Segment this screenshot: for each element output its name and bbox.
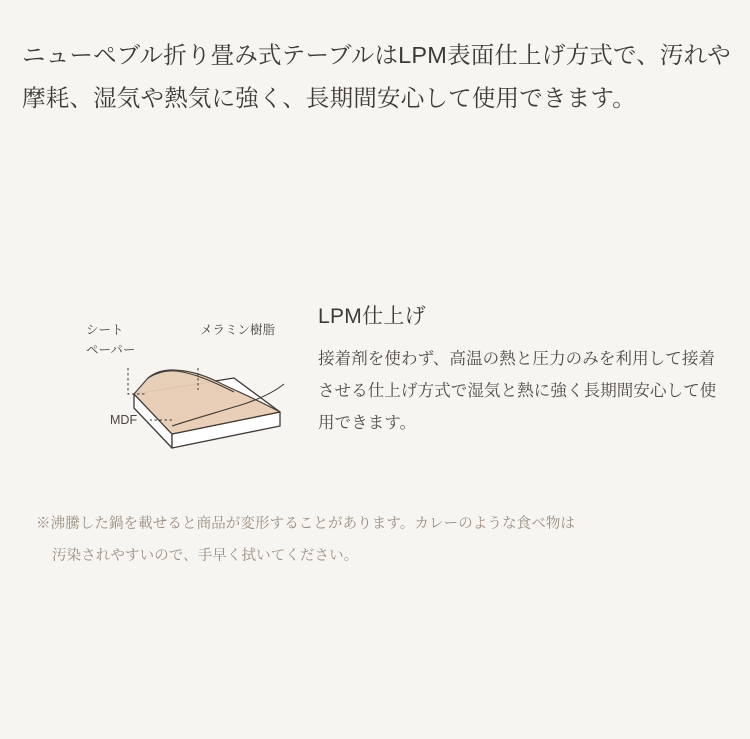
caution-note-line2: 汚染されやすいので、手早く拭いてください。 — [52, 548, 359, 564]
feature-text-block — [318, 272, 728, 439]
diagram-label-mdf: MDF — [110, 413, 138, 427]
caution-note — [36, 508, 726, 572]
caution-note-line1: ※沸騰した鍋を載せると商品が変形することがあります。カレーのような食べ物は — [36, 516, 576, 532]
diagram-label-sheet-paper-line2: ペーパー — [86, 343, 136, 357]
feature-title: LPM仕上げ — [318, 305, 426, 328]
feature-card — [22, 272, 728, 484]
page-headline: ニューペブル折り畳み式テーブルはLPM表面仕上げ方式で、汚れや摩耗、湿気や熱気に強く、長期間安心して使用できます。 — [22, 42, 731, 111]
feature-body: 接着剤を使わず、高温の熱と圧力のみを利用して接着させる仕上げ方式で湿気と熱に強く長期間安心して使用できます。 — [318, 350, 717, 433]
diagram-label-sheet-paper-line1: シート — [86, 323, 124, 337]
lpm-layer-diagram — [22, 272, 318, 484]
diagram-label-melamine: メラミン樹脂 — [200, 323, 276, 337]
